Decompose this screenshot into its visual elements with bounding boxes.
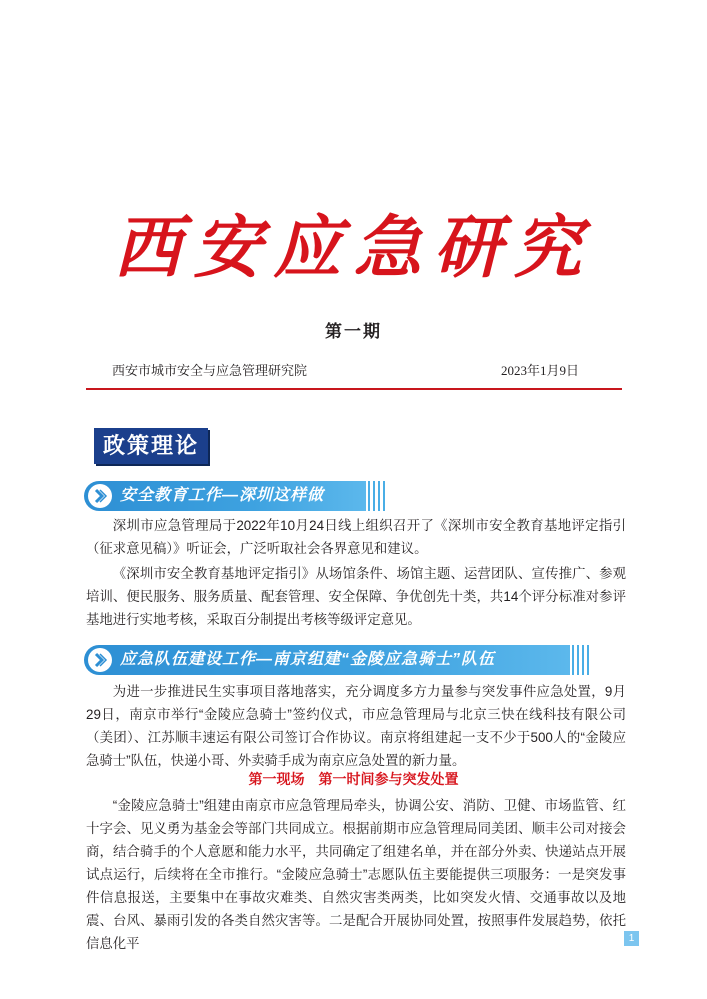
article-paragraph: “金陵应急骑士”组建由南京市应急管理局牵头，协调公安、消防、卫健、市场监管、红十字会、见义勇为基金会等部门共同成立。根据前期市应急管理局同美团、顺丰公司对接会商，结合骑手的个人意愿和能力水平，共同确定了组建名单，并在部分外卖、快递站点开展试点运行，后续将在全市推行。“金陵应急骑士”志愿队伍主要能提供三项服务：一是突发事件信息报送，主要集中在事故灾难类、自然灾害类两类，比如突发火情、交通事故以及地震、台风、暴雨引发的各类自然灾害等。二是配合开展协同处置，按照事件发展趋势，依托信息化平 — [86, 798, 626, 951]
article-heading-band — [84, 645, 570, 675]
article-heading: 安全教育工作—深圳这样做 — [120, 487, 325, 504]
page-number: 1 — [624, 931, 639, 946]
masthead-title: 西安应急研究 — [113, 208, 594, 288]
chevron-right-icon — [88, 648, 112, 672]
heading-stripes — [368, 481, 388, 511]
article-subheading: 第一现场 第一时间参与突发处置 — [248, 771, 459, 787]
issue-number: 第一期 — [325, 322, 382, 341]
publication-date: 2023年1月9日 — [500, 363, 579, 378]
chevron-right-icon — [88, 484, 112, 508]
heading-stripes — [572, 645, 592, 675]
article-heading: 应急队伍建设工作—南京组建“金陵应急骑士”队伍 — [120, 651, 496, 668]
header-divider — [86, 388, 622, 390]
article-paragraph: 深圳市应急管理局于2022年10月24日线上组织召开了《深圳市安全教育基地评定指引（征求意见稿）》听证会，广泛听取社会各界意见和建议。 — [86, 518, 626, 556]
publisher-name: 西安市城市安全与应急管理研究院 — [112, 363, 308, 378]
article-heading-band — [84, 481, 366, 511]
article-paragraph: 《深圳市安全教育基地评定指引》从场馆条件、场馆主题、运营团队、宣传推广、参观培训、便民服务、服务质量、配套管理、安全保障、争优创先十类，共14个评分标准对参评基地进行实地考核，采取百分制提出考核等级评定意见。 — [86, 566, 626, 627]
article-paragraph: 为进一步推进民生实事项目落地落实，充分调度多方力量参与突发事件应急处置，9月29日，南京市举行“金陵应急骑士”签约仪式，市应急管理局与北京三快在线科技有限公司（美团）、江苏顺丰速运有限公司签订合作协议。南京将组建起一支不少于500人的“金陵应急骑士”队伍，快递小哥、外卖骑手成为南京应急处置的新力量。 — [86, 684, 626, 768]
section-label: 政策理论 — [94, 428, 208, 464]
